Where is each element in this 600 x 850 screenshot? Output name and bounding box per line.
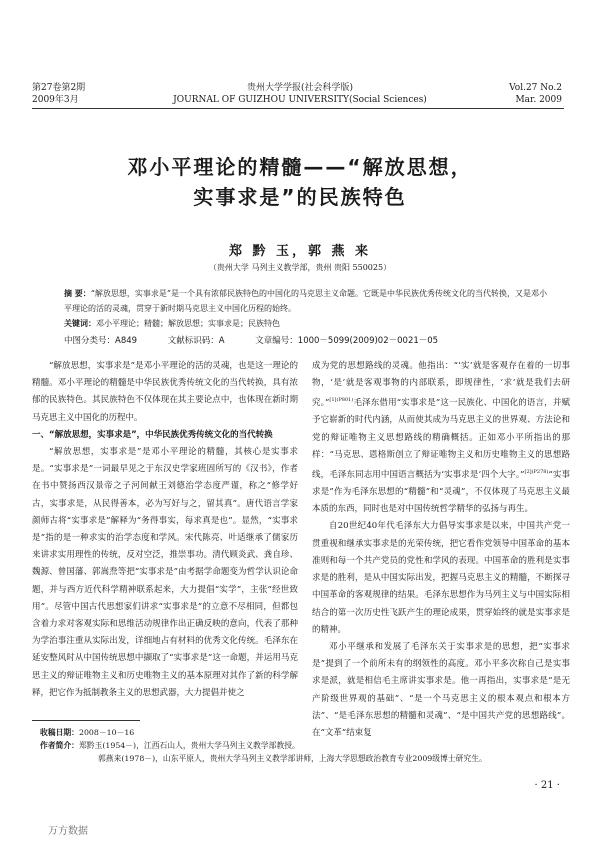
footnote-rule <box>32 720 140 721</box>
header-volume-en <box>509 82 562 106</box>
abstract-text: “解放思想，实事求是”是一个具有浓郁民族特色的中国化的马克思主义命题。它既是中华民族优秀传统文化的当代转换，又是邓小平理论的活的灵魂，贯穿于新时期马克思主义中国化历程的始终。 <box>64 289 547 313</box>
paragraph: “解放思想，实事求是”是邓小平理论的活的灵魂，也是这一理论的精髓。邓小平理论的精髓是中华民族优秀传统文化的当代转换，具有浓郁的民族特色。其民族特色不仅体现在其主要论点中，也体现在新时期马克思主义中国化的历程中。 <box>32 361 298 423</box>
author-affiliation: （贵州大学 马列主义教学部，贵州 贵阳 550025） <box>208 263 392 272</box>
header-volume-issue <box>32 82 85 106</box>
received-label: 收稿日期： <box>40 728 79 737</box>
journal-name-cn: 贵州大学学报(社会科学版) <box>246 83 354 93</box>
article-title <box>60 152 540 212</box>
volume-en: Vol.27 No.2 <box>509 83 562 93</box>
document-code: 文献标识码：A <box>167 336 225 346</box>
abstract-block <box>64 286 548 331</box>
header-rule <box>32 108 564 109</box>
keywords-label: 关键词： <box>64 319 96 328</box>
citation-ref: [1](P801) <box>329 397 354 404</box>
text-span: 毛泽东借用“实事求是”这一民族化、中国化的语言，并赋予它崭新的时代内涵，从而使其成为马克思主义的世界观、方法论和党的辩证唯物主义思想路线的精确概括。正如邓小平所指出的那样：“马克思、恩格斯创立了辩证唯物主义和历史唯物主义的思想路线，毛泽东同志用中国语言概括为‘实事求是’四个大字。” <box>312 398 570 480</box>
keywords-text: 邓小平理论；精髓；解放思想；实事求是；民族特色 <box>96 319 280 328</box>
received-value: 2008－10－16 <box>78 728 135 737</box>
header-journal <box>150 82 450 106</box>
abstract <box>64 286 548 316</box>
watermark: 万方数据 <box>48 826 88 837</box>
received-date <box>40 726 560 739</box>
paragraph: 邓小平继承和发展了毛泽东关于实事求是的思想，把“实事求是”提到了一个前所未有的纲领性的高度。邓小平多次称自己是实事求是派，就是相信毛主席讲实事求是。他一再指出，实事求是“是无产阶级世界观的基础”、“是一个马克思主义的根本观点和根本方法”、“是毛泽东思想的精髓和灵魂”、“是中国共产党的思想路线”。在“文革”结束复 <box>312 641 570 738</box>
page-number: · 21 · <box>534 780 560 791</box>
volume-cn: 第27卷第2期 <box>32 83 86 93</box>
article-number: 文章编号：1000－5099(2009)02－0021－05 <box>255 336 439 346</box>
paragraph: 自20世纪40年代毛泽东大力倡导实事求是以来，中国共产党一贯重视和继承实事求是的光荣传统，把它看作党领导中国革命的基本准则和每一个共产党员的党性和学风的表现。中国革命的胜利是实事求是的胜利，是从中国实际出发，把握马克思主义的精髓，不断探寻中国革命的客观规律的结果。毛泽东思想作为马列主义与中国实际相结合的第一次历史性飞跃产生的理论成果，贯穿始终的就是实事求是的精神。 <box>312 521 570 635</box>
abstract-label: 摘 要： <box>64 289 91 298</box>
paragraph: “解放思想，实事求是”是邓小平理论的精髓，其核心是实事求是。“实事求是”一词最早见之于东汉史学家班固所写的《汉书》，作者在书中赞扬西汉景帝之子河间献王刘德治学态度严谨，称之“修学好古，实事求是，从民得善本，必为写好与之，留其真”。唐代语言学家颜师古将“实事求是”解释为“务得事实，每求真是也”。显然，“实事求是”指的是一种求实的治学态度和学风。宋代陈亮、叶适继承了儒家历来讲求实用理性的传统，反对空泛，推崇事功。清代顾炎武、龚自珍、魏源、曾国藩、郭嵩焘等把“实事求是”由考据学命题变为哲学认识论命题，并与西方近代科学精神联系起来，大力提倡“实学”，主张“经世致用”。尽管中国古代思想家们讲求“实事求是”的立意不尽相同，但都包含着力求对客观实际和思维活动规律作出正确反映的意向，代表了那种为学治事注重从实际出发，详细地占有材料的优秀文化传统。毛泽东在延安整风时从中国传统思想中撷取了“实事求是”这一命题，并运用马克思主义的辩证唯物主义和历史唯物主义的基本原理对其作了新的科学解释，把它作为抵制教条主义的思想武器，大力提倡并使之 <box>32 447 298 698</box>
footnote <box>40 726 560 765</box>
body-column-right <box>312 358 570 742</box>
author-bio-2: 郭燕来(1978－)，山东平原人，贵州大学马列主义教学部讲师，上海大学思想政治教育专业2009级博士研究生。 <box>98 754 487 763</box>
clc-number: 中图分类号：A849 <box>64 336 138 346</box>
keywords <box>64 316 548 331</box>
author-bio <box>40 739 560 752</box>
title-line-1: 邓小平理论的精髓——“解放思想， <box>127 155 473 179</box>
body-column-left <box>32 358 298 702</box>
text-span: 成为党的思想路线的灵魂。他指出：“‘实’就是客观存在着的一切事物，‘是’就是客观事物的内部联系，即规律性，‘求’就是我们去研究。” <box>312 361 570 409</box>
author-bio-label: 作者简介： <box>40 741 79 750</box>
author-bio-1: 郑黔玉(1954－)，江西石山人，贵州大学马列主义教学部教授。 <box>78 741 300 750</box>
paragraph <box>312 358 570 518</box>
classification-meta <box>64 334 560 346</box>
text-span: “实事求是”作为毛泽东思想的“精髓”和“灵魂”，不仅体现了马克思主义最本质的东西，同时也是对中国传统哲学精华的弘扬与再生。 <box>312 469 570 515</box>
title-line-2: 实事求是”的民族特色 <box>193 185 407 209</box>
journal-name-en: JOURNAL OF GUIZHOU UNIVERSITY(Social Sciences) <box>173 95 427 105</box>
section-heading-1: 一、“解放思想，实事求是”，中华民族优秀传统文化的当代转换 <box>32 429 273 440</box>
date-cn: 2009年3月 <box>32 95 79 105</box>
citation-ref: [2](P278) <box>524 469 549 476</box>
date-en: Mar. 2009 <box>515 95 562 105</box>
author-names: 郑 黔 玉，郭 燕 来 <box>228 244 372 259</box>
